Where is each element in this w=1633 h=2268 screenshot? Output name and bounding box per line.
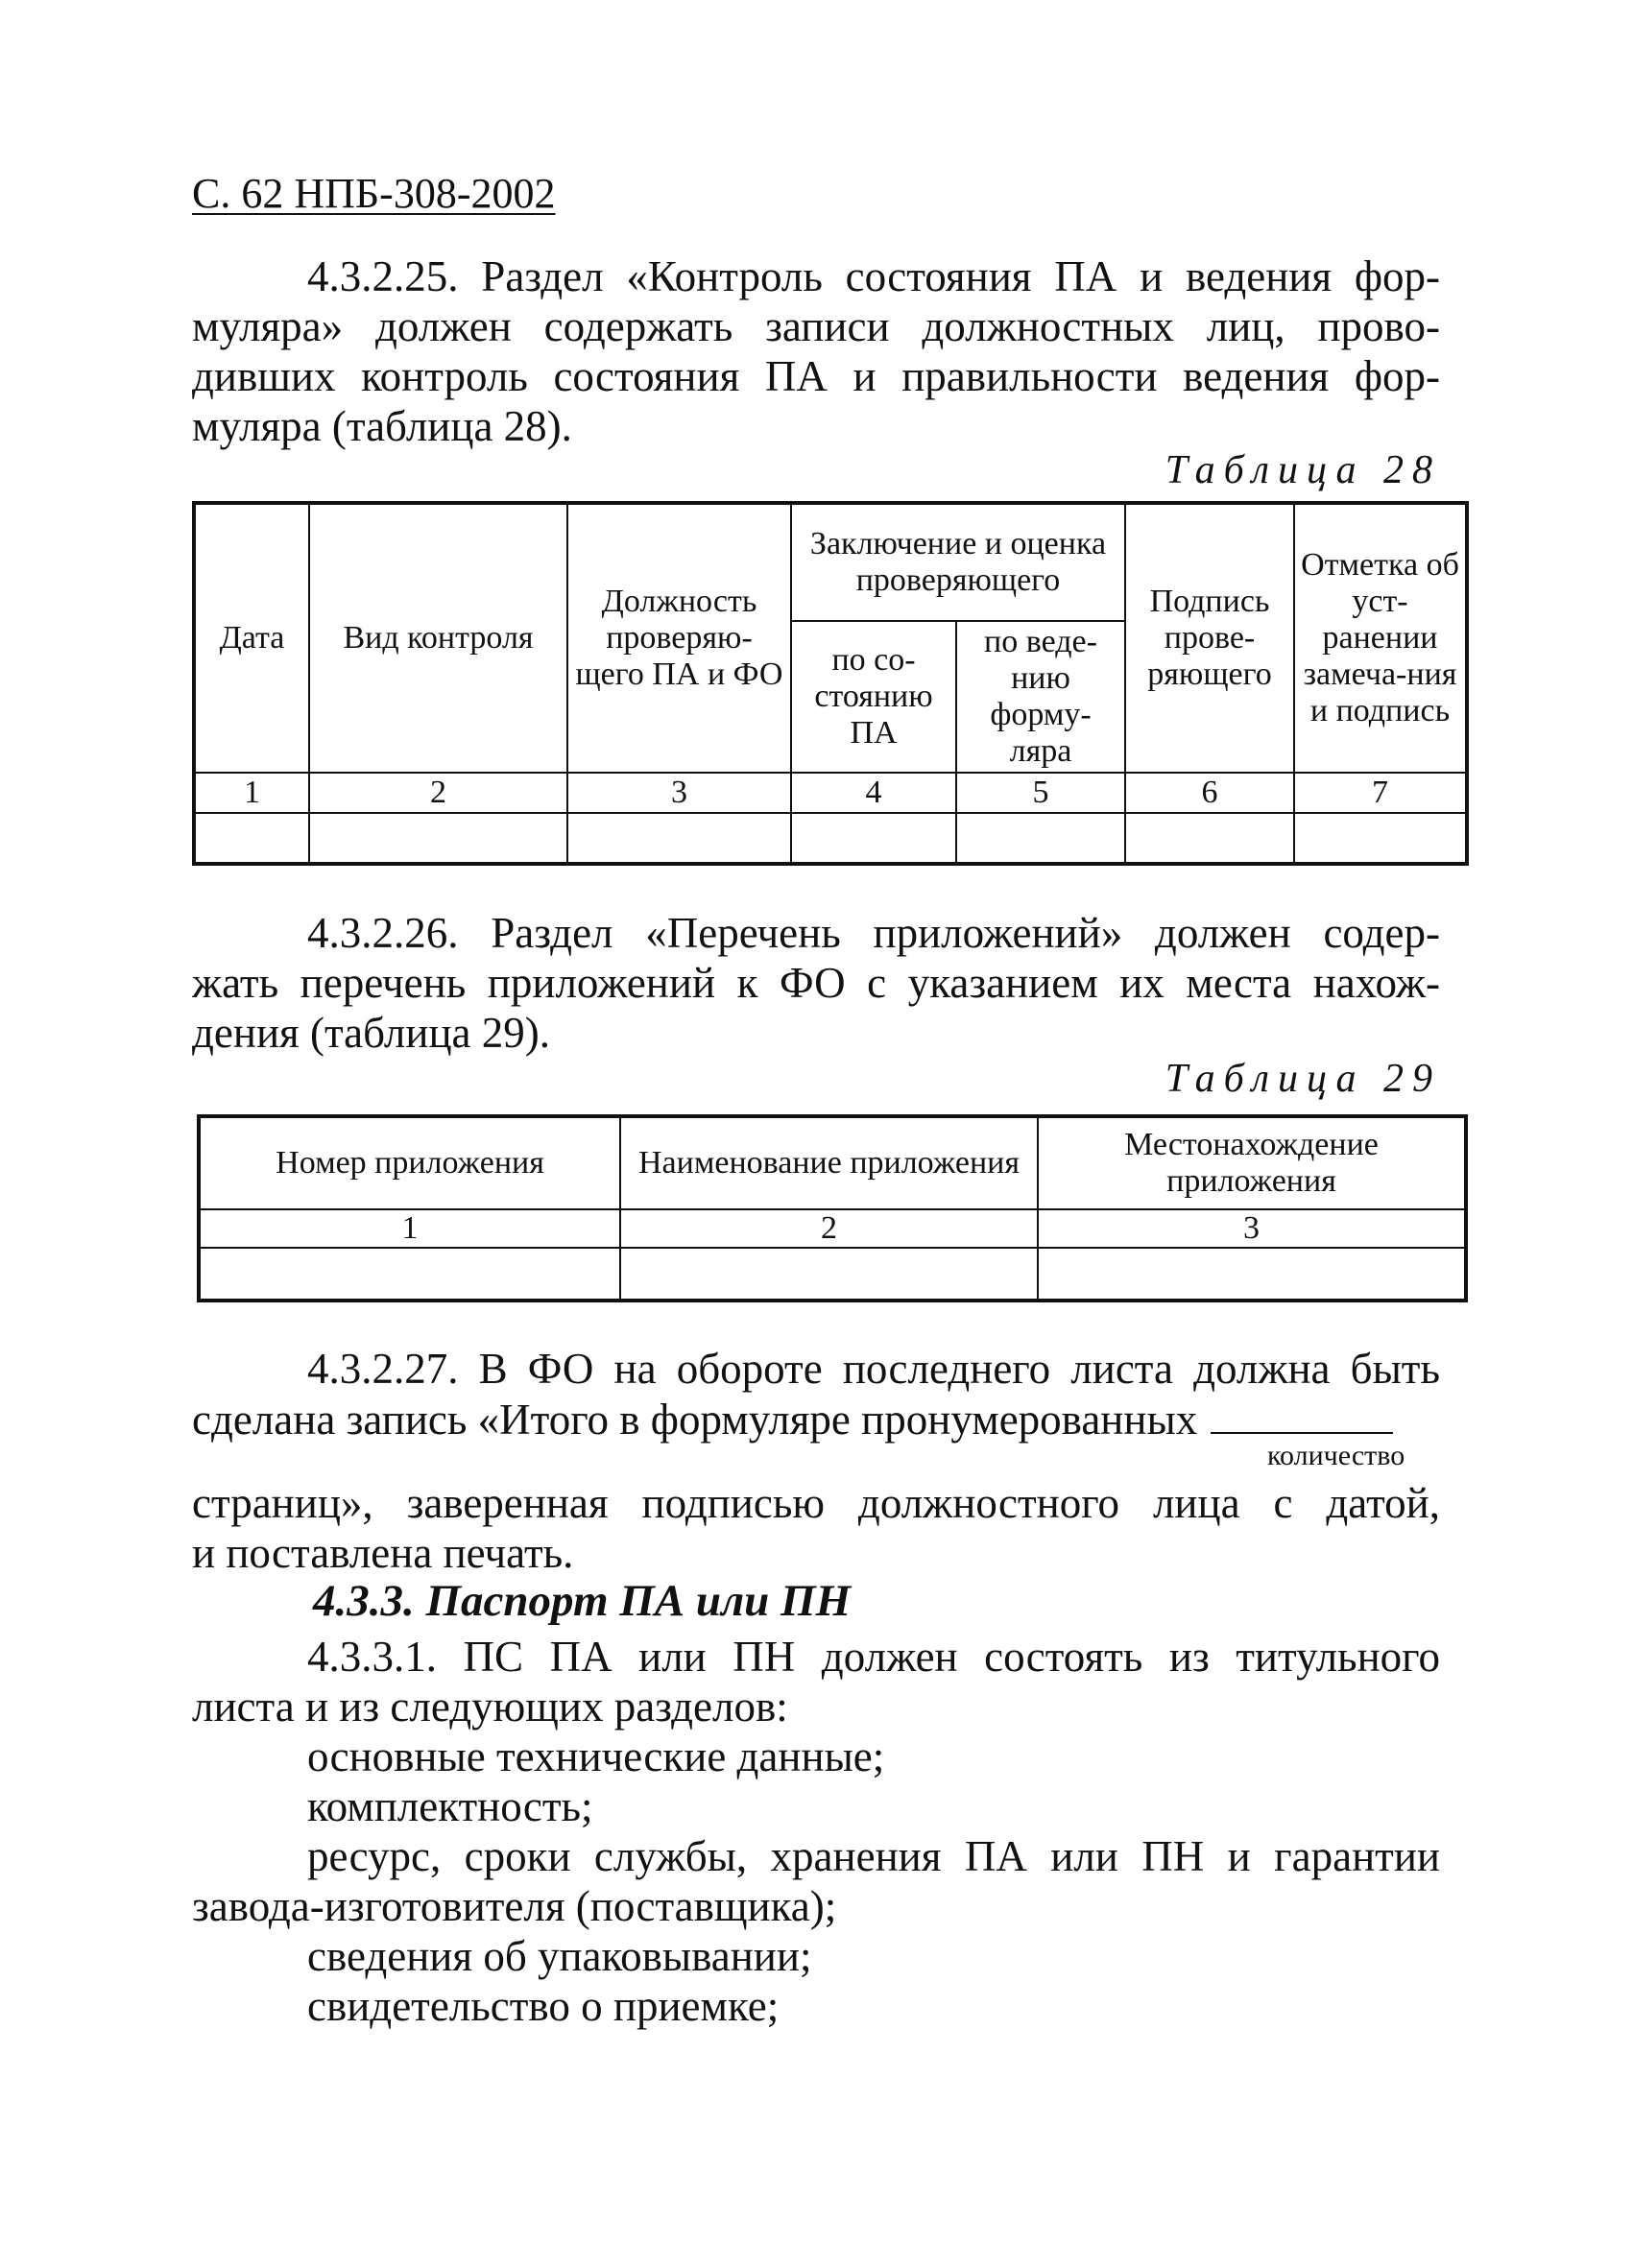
paragraph-line: 4.3.2.25. Раздел «Контроль состояния ПА и ведения фор- xyxy=(307,252,1440,300)
column-number: 7 xyxy=(1294,773,1466,813)
paragraph-line: муляра (таблица 28). xyxy=(192,402,572,450)
table-29 xyxy=(199,1116,1466,1301)
header-appendix-location: Местонахождение приложения xyxy=(1038,1117,1465,1209)
table-28 xyxy=(194,503,1467,864)
paragraph-text: сделана запись «Итого в формуляре пронумерованных xyxy=(192,1396,1198,1444)
empty-cell xyxy=(200,1248,620,1300)
table-row xyxy=(195,813,1466,863)
section-title: 4.3.3. Паспорт ПА или ПН xyxy=(313,1576,852,1626)
paragraph-line: дивших контроль состояния ПА и правильности ведения фор- xyxy=(192,352,1440,400)
empty-cell xyxy=(1294,813,1466,863)
empty-cell xyxy=(195,813,309,863)
list-item: сведения об упаковывании; xyxy=(307,1932,812,1980)
header-by-state: по со-стоянию ПА xyxy=(791,621,956,773)
header-signature: Подпись прове-ряющего xyxy=(1125,504,1294,773)
header-appendix-number: Номер приложения xyxy=(200,1117,620,1209)
paragraph-line: 4.3.2.27. В ФО на обороте последнего листа должна быть xyxy=(307,1345,1440,1393)
list-item: комплектность; xyxy=(307,1782,593,1830)
column-number: 5 xyxy=(956,773,1125,813)
empty-cell xyxy=(1038,1248,1465,1300)
empty-cell xyxy=(620,1248,1038,1300)
paragraph-line: дения (таблица 29). xyxy=(192,1009,551,1057)
column-numbers-row xyxy=(195,773,1466,813)
header-note: Отметка об уст-ранении замеча-ния и подпись xyxy=(1294,504,1466,773)
paragraph-4-3-2-26 xyxy=(192,908,1440,1058)
paragraph-4-3-2-27 xyxy=(192,1344,1440,1444)
table-28-caption: Таблица 28 xyxy=(1165,448,1441,492)
empty-cell xyxy=(309,813,567,863)
column-numbers-row xyxy=(200,1209,1465,1248)
paragraph-line: листа и из следующих разделов: xyxy=(192,1683,788,1731)
paragraph-4-3-2-25 xyxy=(192,251,1440,451)
list-item: основные технические данные; xyxy=(307,1732,885,1780)
header-by-form: по веде-нию форму-ляра xyxy=(956,621,1125,773)
table-row xyxy=(200,1248,1465,1300)
empty-cell xyxy=(567,813,791,863)
header-control-type: Вид контроля xyxy=(309,504,567,773)
column-number: 2 xyxy=(620,1209,1038,1248)
empty-cell xyxy=(791,813,956,863)
header-position: Должность проверяю-щего ПА и ФО xyxy=(567,504,791,773)
header-appendix-name: Наименование приложения xyxy=(620,1117,1038,1209)
header-conclusion: Заключение и оценка проверяющего xyxy=(791,504,1125,621)
table-29-caption: Таблица 29 xyxy=(1165,1057,1441,1101)
column-number: 1 xyxy=(200,1209,620,1248)
page-count-blank-field xyxy=(1211,1394,1393,1434)
column-number: 4 xyxy=(791,773,956,813)
paragraph-line: и поставлена печать. xyxy=(192,1529,574,1577)
paragraph-4-3-3-1 xyxy=(192,1632,1440,2031)
paragraph-line: жать перечень приложений к ФО с указанием их места нахож- xyxy=(192,959,1440,1007)
empty-cell xyxy=(1125,813,1294,863)
paragraph-4-3-2-27-continued xyxy=(192,1478,1440,1578)
paragraph-line: муляра» должен содержать записи должностных лиц, прово- xyxy=(192,302,1440,350)
column-number: 3 xyxy=(567,773,791,813)
paragraph-line: страниц», заверенная подписью должностного лица с датой, xyxy=(192,1479,1440,1527)
paragraph-line: 4.3.3.1. ПС ПА или ПН должен состоять из титульного xyxy=(307,1633,1440,1681)
paragraph-line xyxy=(192,1394,1440,1444)
column-number: 6 xyxy=(1125,773,1294,813)
list-item-continuation: завода-изготовителя (поставщика); xyxy=(192,1882,837,1930)
header-date: Дата xyxy=(195,504,309,773)
paragraph-line: 4.3.2.26. Раздел «Перечень приложений» должен содер- xyxy=(307,909,1440,957)
list-item: ресурс, сроки службы, хранения ПА или ПН и гарантии xyxy=(307,1832,1440,1880)
column-number: 1 xyxy=(195,773,309,813)
empty-cell xyxy=(956,813,1125,863)
page-header: С. 62 НПБ-308-2002 xyxy=(192,170,556,217)
list-item: свидетельство о приемке; xyxy=(307,1982,780,2030)
blank-field-caption: количество xyxy=(1267,1440,1405,1471)
column-number: 2 xyxy=(309,773,567,813)
column-number: 3 xyxy=(1038,1209,1465,1248)
